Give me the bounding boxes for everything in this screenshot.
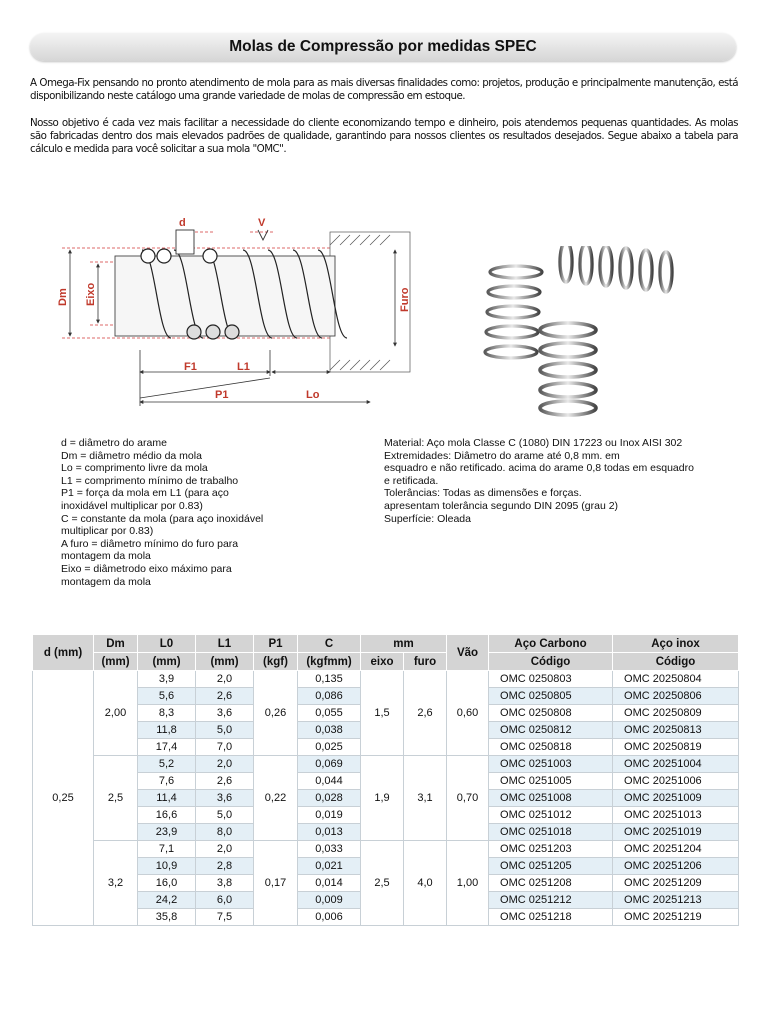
cell-code-carbono: OMC 0251205 [489,858,613,875]
cell-code-inox: OMC 20250804 [613,671,739,688]
header-p1-unit: (kgf) [254,653,298,671]
legend-line: Dm = diâmetro médio da mola [61,449,202,462]
spring-spec-table [32,634,739,926]
cell-code-inox: OMC 20251209 [613,875,739,892]
header-c: C [298,635,361,653]
intro-paragraph-1: A Omega-Fix pensando no pronto atendimento de mola para as mais diversas finalidades como: projetos, produção e principalmente manutenção, está disponibilizando neste catálogo uma grande variedade de molas de compressão em estoque. [30,77,738,103]
legend-line: A furo = diâmetro mínimo do furo para [61,537,239,550]
cell-l1: 7,0 [196,739,254,756]
label-d: d [179,217,186,229]
legend-line: d = diâmetro do arame [61,437,167,449]
cell-p1: 0,22 [254,756,298,841]
cell-code-inox: OMC 20251204 [613,841,739,858]
header-eixo: eixo [361,653,404,671]
cell-c: 0,019 [298,807,361,824]
legend-line: C = constante da mola (para aço inoxidável [61,512,264,525]
cell-c: 0,044 [298,773,361,790]
cell-l0: 17,4 [138,739,196,756]
label-furo: Furo [399,287,411,312]
legend-line: inoxidável multiplicar por 0.83) [61,499,203,512]
cell-l1: 7,5 [196,909,254,926]
cell-l1: 2,0 [196,671,254,688]
cell-dm: 2,5 [94,756,138,841]
cell-l0: 3,9 [138,671,196,688]
table-row [33,756,739,773]
cell-c: 0,055 [298,705,361,722]
cell-c: 0,028 [298,790,361,807]
cell-eixo: 2,5 [361,841,404,926]
cell-vao: 0,60 [447,671,489,756]
cell-l0: 5,2 [138,756,196,773]
cell-code-carbono: OMC 0250808 [489,705,613,722]
cell-c: 0,069 [298,756,361,773]
legend-line: Tolerâncias: Todas as dimensões e forças. [384,487,582,500]
cell-l0: 16,0 [138,875,196,892]
cell-code-carbono: OMC 0250803 [489,671,613,688]
label-dm: Dm [57,288,69,306]
cell-c: 0,135 [298,671,361,688]
legend-line: esquadro e não retificado. acima do arame 0,8 todas em esquadro [384,462,694,475]
header-vao: Vão [447,635,489,671]
legend-line: Lo = comprimento livre da mola [61,462,208,475]
legend-line: L1 = comprimento mínimo de trabalho [61,474,239,487]
cell-l0: 16,6 [138,807,196,824]
cell-code-inox: OMC 20251206 [613,858,739,875]
cell-code-carbono: OMC 0251008 [489,790,613,807]
cell-l1: 2,6 [196,688,254,705]
cell-code-carbono: OMC 0250812 [489,722,613,739]
spring-dimension-diagram [40,210,440,420]
header-inox: Aço inox [613,635,739,653]
intro-paragraph-2: Nosso objetivo é cada vez mais facilitar a necessidade do cliente economizando tempo e dinheiro, pois atendemos pequenas quantidades. As molas são fabricadas dentro dos mais elevados padrões de qualidade, garantindo para nossos clientes os resultados desejados. Segue abaixo a tabela para cálculo e medida para você solicitar a sua mola "OMC". [30,116,738,156]
cell-l0: 24,2 [138,892,196,909]
legend-line: Eixo = diâmetrodo eixo máximo para [61,562,232,575]
header-dm: Dm [94,635,138,653]
cell-furo: 3,1 [404,756,447,841]
cell-p1: 0,26 [254,671,298,756]
cell-l0: 10,9 [138,858,196,875]
cell-l1: 3,6 [196,705,254,722]
cell-l1: 8,0 [196,824,254,841]
cell-c: 0,014 [298,875,361,892]
cell-c: 0,033 [298,841,361,858]
cell-d: 0,25 [33,671,94,926]
cell-l0: 8,3 [138,705,196,722]
cell-c: 0,021 [298,858,361,875]
header-l1-unit: (mm) [196,653,254,671]
label-p1: P1 [215,389,229,401]
cell-vao: 0,70 [447,756,489,841]
cell-code-carbono: OMC 0251218 [489,909,613,926]
legend-line: Superfície: Oleada [384,512,471,525]
cell-code-inox: OMC 20250809 [613,705,739,722]
cell-code-inox: OMC 20251004 [613,756,739,773]
cell-code-carbono: OMC 0251018 [489,824,613,841]
cell-code-inox: OMC 20251019 [613,824,739,841]
cell-vao: 1,00 [447,841,489,926]
legend-line: montagem da mola [61,575,151,588]
cell-eixo: 1,5 [361,671,404,756]
label-v: V [258,217,266,229]
page-title: Molas de Compressão por medidas SPEC [30,33,736,61]
cell-code-inox: OMC 20251213 [613,892,739,909]
cell-c: 0,025 [298,739,361,756]
cell-l0: 23,9 [138,824,196,841]
cell-l1: 3,6 [196,790,254,807]
cell-code-carbono: OMC 0251208 [489,875,613,892]
cell-code-inox: OMC 20251013 [613,807,739,824]
cell-l0: 35,8 [138,909,196,926]
table-row [33,671,739,688]
legend-line: multiplicar por 0.83) [61,525,154,538]
header-carbono: Aço Carbono [489,635,613,653]
cell-l0: 7,1 [138,841,196,858]
cell-l1: 5,0 [196,722,254,739]
intro-text [30,77,738,169]
header-furo: furo [404,653,447,671]
header-l0-unit: (mm) [138,653,196,671]
cell-c: 0,086 [298,688,361,705]
table-row [33,841,739,858]
legend-left [61,437,341,588]
cell-l1: 2,6 [196,773,254,790]
cell-c: 0,013 [298,824,361,841]
cell-l1: 2,8 [196,858,254,875]
legend-line: montagem da mola [61,550,151,563]
header-l0: L0 [138,635,196,653]
cell-c: 0,006 [298,909,361,926]
header-mm: mm [361,635,447,653]
legend-line: Extremidades: Diâmetro do arame até 0,8 mm. em [384,449,620,462]
legend-line: apresentam tolerância segundo DIN 2095 (grau 2) [384,499,619,512]
cell-dm: 2,00 [94,671,138,756]
cell-code-carbono: OMC 0251005 [489,773,613,790]
cell-code-inox: OMC 20251006 [613,773,739,790]
legend-line: e retificada. [384,474,439,487]
legend-line: Material: Aço mola Classe C (1080) DIN 17223 ou Inox AISI 302 [384,437,683,449]
header-p1: P1 [254,635,298,653]
cell-furo: 4,0 [404,841,447,926]
cell-l0: 11,4 [138,790,196,807]
legend-right [384,437,759,525]
cell-code-inox: OMC 20251009 [613,790,739,807]
header-d: d (mm) [33,635,94,671]
label-lo: Lo [306,389,320,401]
legend-line: P1 = força da mola em L1 (para aço [61,487,229,500]
label-f1: F1 [184,361,197,373]
cell-l1: 2,0 [196,841,254,858]
cell-code-carbono: OMC 0250805 [489,688,613,705]
cell-eixo: 1,9 [361,756,404,841]
cell-code-carbono: OMC 0251203 [489,841,613,858]
cell-code-inox: OMC 20250806 [613,688,739,705]
label-l1: L1 [237,361,250,373]
cell-furo: 2,6 [404,671,447,756]
cell-c: 0,038 [298,722,361,739]
cell-l0: 5,6 [138,688,196,705]
cell-code-carbono: OMC 0251212 [489,892,613,909]
cell-l0: 7,6 [138,773,196,790]
cell-p1: 0,17 [254,841,298,926]
cell-l1: 6,0 [196,892,254,909]
springs-photo [476,246,696,424]
cell-code-carbono: OMC 0251012 [489,807,613,824]
cell-l1: 5,0 [196,807,254,824]
label-eixo: Eixo [85,282,97,306]
header-l1: L1 [196,635,254,653]
cell-code-inox: OMC 20251219 [613,909,739,926]
header-c-unit: (kgfmm) [298,653,361,671]
cell-l1: 2,0 [196,756,254,773]
cell-l1: 3,8 [196,875,254,892]
cell-l0: 11,8 [138,722,196,739]
header-carbono-code: Código [489,653,613,671]
header-dm-unit: (mm) [94,653,138,671]
cell-code-inox: OMC 20250813 [613,722,739,739]
cell-code-carbono: OMC 0251003 [489,756,613,773]
cell-dm: 3,2 [94,841,138,926]
cell-code-inox: OMC 20250819 [613,739,739,756]
cell-code-carbono: OMC 0250818 [489,739,613,756]
cell-c: 0,009 [298,892,361,909]
header-inox-code: Código [613,653,739,671]
